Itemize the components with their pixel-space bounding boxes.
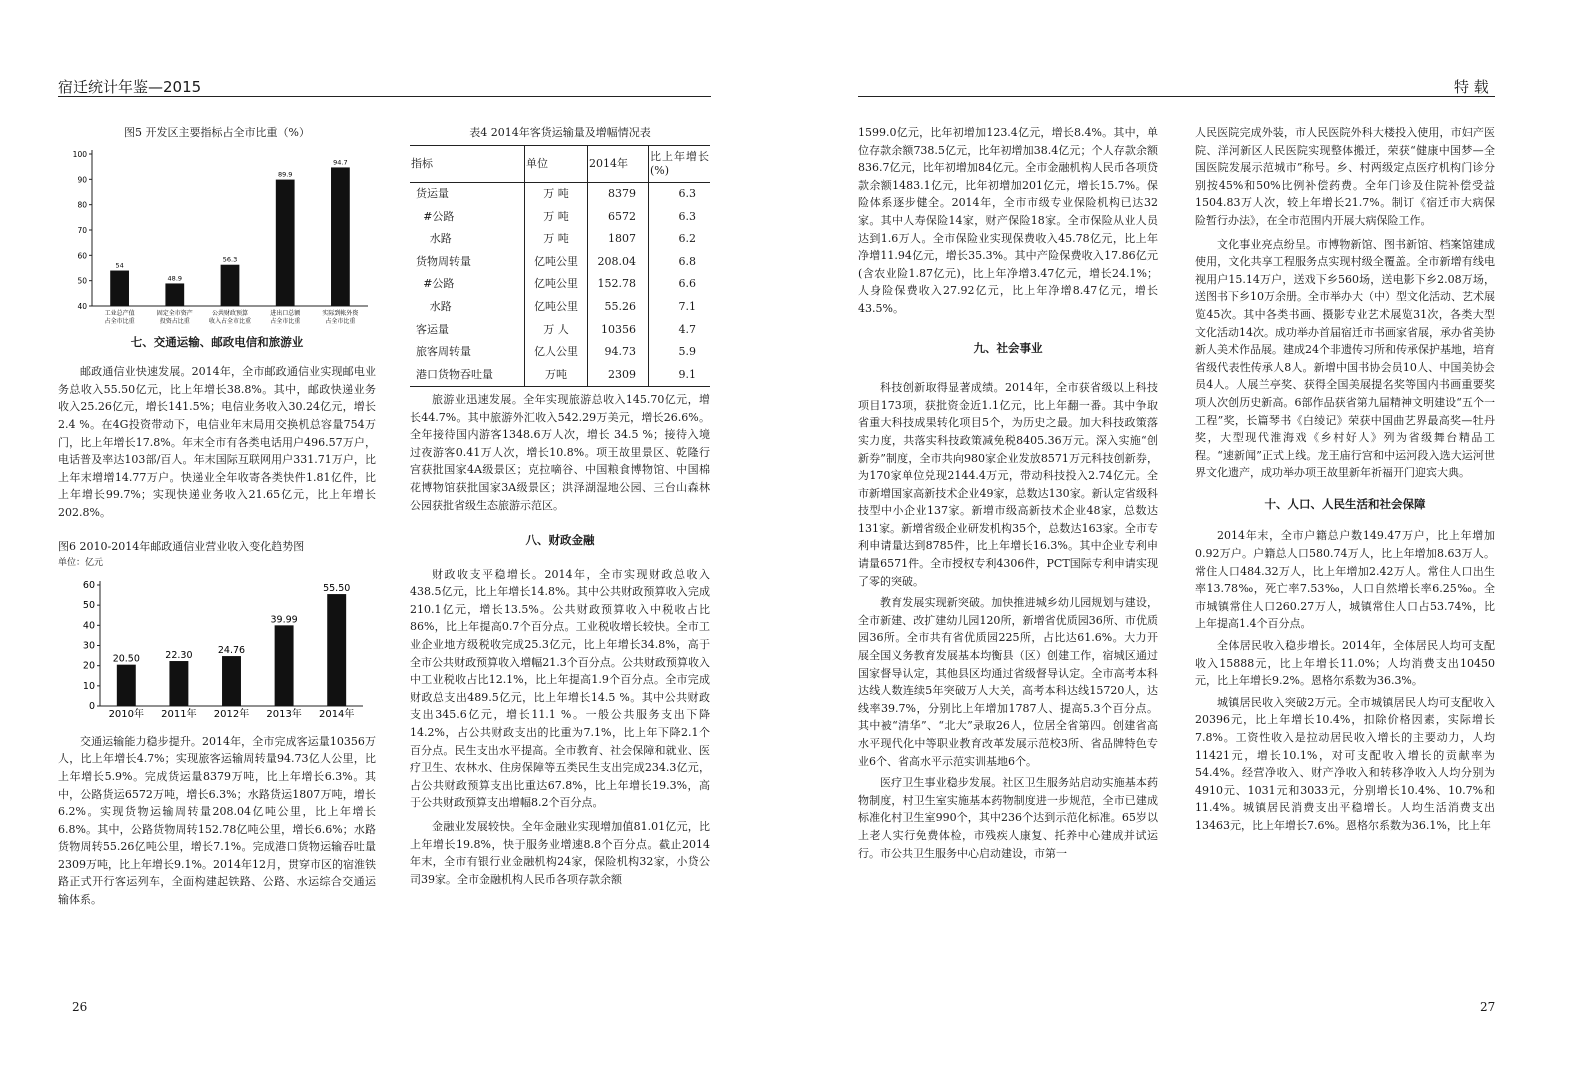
fig6-category-label: 2014年 — [318, 708, 355, 720]
table4-cell-growth: 5.9 — [678, 345, 696, 359]
column-1 — [58, 124, 376, 909]
table4-cell-indicator: 旅客周转量 — [410, 341, 525, 364]
table4-row — [410, 250, 710, 273]
table4-cell-value: 152.78 — [588, 273, 649, 296]
fig5-y-tick-label: 80 — [77, 200, 87, 210]
table4-cell-value: 8379 — [588, 182, 649, 205]
page-number-right: 27 — [1480, 1000, 1496, 1014]
page-number-left: 26 — [72, 1000, 88, 1014]
fig5-y-tick-label: 90 — [77, 174, 87, 184]
table4-cell-indicator: 客运量 — [410, 318, 525, 341]
s8-paragraph-fiscal: 财政收支平稳增长。2014年，全市实现财政总收入438.5亿元，比上年增长14.8%。其中公共财政预算收入完成210.1亿元，增长13.5%。公共财政预算收入中税收占比86%，比上年提高0.7个百分点。工业税收增长较快。全市工业企业地方级税收完成25.3亿元，比上年增长34.8%，高于全市公共财政预算收入增幅21.3个百分点。公共财政预算收入中工业税收占比12.1%，比上年提高1.9个百分点。全市完成财政总支出489.5亿元，比上年增长14.5 %。其中公共财政支出345.6亿元，增长11.1 %。一般公共服务支出下降14.2%，占公共财政支出的比重为7.1%，比上年下降2.1个百分点。民生支出水平提高。全市教育、社会保障和就业、医疗卫生、农林水、住房保障等五类民生支出完成234.3亿元，占公共财政预算支出比重达67.8%，比上年增长19.3%，高于公共财政预算支出增幅8.2个百分点。 — [410, 567, 710, 810]
fig5-bar — [110, 270, 129, 305]
s10-paragraph-population: 2014年末，全市户籍总户数149.47万户，比上年增加0.92万户。户籍总人口580.74万人，比上年增加8.63万人。常住人口484.32万人，比上年增加2.42万人。常住人口出生率13.78‰，死亡率7.53‰，人口自然增长率6.25‰。全市城镇常住人口260.27万人，城镇常住人口占53.74%，比上年提高1.4个百分点。 — [1195, 529, 1495, 631]
s9-paragraph-health-cont: 人民医院完成外装，市人民医院外科大楼投入使用，市妇产医院、洋河新区人民医院实现整体搬迁，荣获“健康中国梦—全国医院发展示范城市”称号。乡、村两级定点医疗机构门诊分别按45%和50%比例补偿药费。全年门诊及住院补偿受益1504.83万人次，较上年增长21.7%。制订《宿迁市大病保险暂行办法》，在全市范围内开展大病保险工作。 — [1195, 126, 1495, 227]
s7-paragraph-transport: 交通运输能力稳步提升。2014年，全市完成客运量10356万人，比上年增长4.7%；实现旅客运输周转量94.73亿人公里，比上年增长5.9%。完成货运量8379万吨，比上年增长6.3%。其中，公路货运6572万吨，增长6.3%；水路货运1807万吨，增长6.2%。实现货物运输周转量208.04亿吨公里，比上年增长6.8%。其中，公路货物周转152.78亿吨公里，增长6.6%；水路货物周转55.26亿吨公里，增长7.1%。完成港口货物运输吞吐量2309万吨，比上年增长9.1%。2014年12月，贯穿市区的宿淮铁路正式开行客运列车，全面构建起铁路、公路、水运综合交通运输体系。 — [58, 734, 376, 907]
table4-row — [410, 363, 710, 386]
s9-paragraph-science: 科技创新取得显著成绩。2014年，全市获省级以上科技项目173项，获批资金近1.1亿元，比上年翻一番。其中争取省重大科技成果转化项目5个，为历史之最。加大科技政策落实力度，共落实科技政策减免税8405.36万元。深入实施“创新券”制度，全市共向980家企业发放8571万元科技创新券，为170家单位兑现2144.4万元，带动科技投入2.74亿元。全市新增国家高新技术企业49家，总数达130家。新认定省级科技型中小企业137家。新增市级高新技术企业48家，总数达131家。新增省级企业研发机构35个，总数达163家。全市专利申请量达到8785件，比上年增长16.3%。其中企业专利申请量6571件。全市授权专利4306件，PCT国际专利申请实现了零的突破。 — [858, 381, 1158, 588]
fig5-bar-value-label: 48.9 — [167, 274, 183, 283]
fig6-category-label: 2011年 — [161, 708, 197, 720]
table4-cell-indicator: 水路 — [410, 296, 525, 319]
fig6-y-tick-label: 50 — [82, 599, 95, 611]
table4-header-growth: 比上年增长(%) — [650, 149, 709, 177]
fig5-category-label: 占全市比重 — [104, 317, 135, 325]
table4-cell-indicator: 港口货物吞吐量 — [410, 363, 525, 386]
table4-cell-value: 208.04 — [588, 250, 649, 273]
fig6-bar-value-label: 20.50 — [112, 653, 140, 665]
fig5-chart — [58, 144, 376, 326]
header-rule-right — [858, 96, 1495, 97]
s9-paragraph-culture: 文化事业亮点纷呈。市博物新馆、图书新馆、档案馆建成使用，文化共享工程服务点实现村级全覆盖。全市新增有线电视用户15.14万户，送戏下乡560场，送电影下乡2.08万场，送图书下乡10万余册。全市举办大（中）型文化活动、艺术展览45次。其中各类书画、摄影专业艺术展览31次，各类大型文化活动14次。成功举办首届宿迁市书画家省展，承办省美协新人美术作品展。建成24个非遗传习所和传承保护基地，培育省级代表性传承人8人。新增中国书协会员10人、中国美协会员4人。人展兰亭奖、获得全国美展提名奖等国内书画重要奖项人次创历史新高。6部作品获省第九届精神文明建设“五个一工程”奖，长篇琴书《白绫记》荣获中国曲艺界最高奖—牡丹奖，大型现代淮海戏《乡村好人》列为省级舞台精品工程。“速新闻”正式上线。龙王庙行宫和中运河段入选大运河世界文化遗产，成功举办项王故里新年祈福开门迎宾大典。 — [1195, 237, 1495, 480]
fig6-category-label: 2012年 — [213, 708, 250, 720]
fig5-category-label: 进出口总额 — [270, 309, 301, 317]
fig5-category-label: 占全市比重 — [270, 317, 301, 325]
fig5-y-tick-label: 70 — [77, 225, 87, 235]
table4-cell-indicator: #公路 — [410, 273, 525, 296]
column-3 — [858, 124, 1158, 862]
fig5-y-tick-label: 60 — [77, 250, 87, 260]
table4-cell-unit: 万 吨 — [525, 182, 588, 205]
table4-header-year: 2014年 — [588, 145, 649, 182]
fig6-y-tick-label: 40 — [82, 620, 95, 632]
s9-paragraph-education: 教育发展实现新突破。加快推进城乡幼儿园规划与建设，全市新建、改扩建幼儿园120所，新增省优质园36所、市优质园36所。全市共有省优质园225所，占比达61.6%。大力开展全国义务教育发展基本均衡县（区）创建工作，宿城区通过国家督导认定，其他县区均通过省级督导认定。全市高考本科达线人数连续5年突破万人大关，高考本科达线15720人，达线率39.7%，分别比上年增加1787人、提高5.3个百分点。其中被“清华”、“北大”录取26人，位居全省第四。创建省高水平现代化中等职业教育改革发展示范校3所、省品牌特色专业6个、省高水平示范实训基地6个。 — [858, 596, 1158, 768]
fig6-bar-value-label: 55.50 — [323, 582, 351, 594]
table4-header-indicator: 指标 — [410, 145, 525, 182]
fig6-chart — [58, 573, 376, 723]
table4-header-unit: 单位 — [525, 145, 588, 182]
fig6-y-tick-label: 0 — [88, 700, 95, 712]
fig5-bar — [165, 283, 184, 306]
table4-cell-indicator: 货物周转量 — [410, 250, 525, 273]
fig5-category-label: 工业总产值 — [104, 309, 135, 317]
table4-cell-indicator: 货运量 — [410, 182, 525, 205]
fig6-y-tick-label: 10 — [82, 680, 95, 692]
table4-cell-unit: 亿吨公里 — [525, 273, 588, 296]
header-rule-left — [58, 96, 711, 97]
section-7-title: 七、交通运输、邮政电信和旅游业 — [130, 334, 304, 349]
fig5-bar — [331, 167, 350, 306]
table4-cell-indicator: #公路 — [410, 205, 525, 228]
s8-paragraph-finance-cont: 1599.0亿元，比年初增加123.4亿元，增长8.4%。其中，单位存款余额738.5亿元，比年初增加38.4亿元；个人存款余额836.7亿元，比年初增加84亿元。全市金融机构人民币各项贷款余额1483.1亿元，比年初增加201亿元，增长15.7%。保险体系逐步健全。2014年，全市市级专业保险机构已达32家。其中人寿保险14家，财产保险18家。全市保险从业人员达到1.6万人。全市保险业实现保费收入45.78亿元，比上年净增11.94亿元，增长35.3%。其中产险保费收入17.86亿元(含农业险1.87亿元)，比上年净增3.47亿元，增长24.1%；人身险保费收入27.92亿元，比上年净增8.47亿元，增长43.5%。 — [858, 126, 1158, 315]
fig5-y-tick-label: 100 — [72, 149, 87, 159]
table4-row — [410, 341, 710, 364]
table4-cell-unit: 亿吨公里 — [525, 250, 588, 273]
table4-row — [410, 273, 710, 296]
column-2 — [410, 124, 710, 888]
s10-paragraph-income: 全体居民收入稳步增长。2014年，全体居民人均可支配收入15888元，比上年增长11.0%；人均消费支出10450元，比上年增长9.2%。恩格尔系数为36.3%。 — [1195, 639, 1495, 688]
table4-cell-growth: 6.2 — [678, 232, 696, 246]
fig5-category-label: 固定全市资产 — [156, 309, 193, 317]
running-header-right: 特 载 — [1454, 78, 1489, 96]
table4-cell-value: 94.73 — [588, 341, 649, 364]
fig6-bar — [169, 661, 188, 706]
fig5-category-label: 投资占比重 — [159, 317, 190, 325]
table4-cell-unit: 万 吨 — [525, 205, 588, 228]
fig6-bar — [117, 664, 136, 705]
table4-cell-value: 10356 — [588, 318, 649, 341]
s9-paragraph-health: 医疗卫生事业稳步发展。社区卫生服务站启动实施基本药物制度，村卫生室实施基本药物制度进一步规范，全市已建成标准化村卫生室990个，其中236个达到示范化标准。65岁以上老人实行免费体检，市残疾人康复、托养中心建成并试运行。市公共卫生服务中心启动建设，市第一 — [858, 776, 1158, 860]
fig6-y-tick-label: 30 — [82, 640, 95, 652]
table4-row — [410, 182, 710, 205]
fig5-caption: 图5 开发区主要指标占全市比重（%） — [124, 126, 310, 139]
fig6-bar-value-label: 39.99 — [270, 614, 298, 626]
fig5-bar-value-label: 56.3 — [222, 255, 238, 264]
fig6-bar — [275, 625, 294, 706]
running-header-left: 宿迁统计年鉴—2015 — [58, 78, 202, 96]
table4-cell-growth: 6.6 — [678, 277, 696, 291]
table4-cell-growth: 6.3 — [678, 209, 696, 223]
column-4 — [1195, 124, 1495, 835]
table4-cell-growth: 6.3 — [678, 187, 696, 201]
table4-header-row — [410, 145, 710, 182]
fig6-category-label: 2013年 — [266, 708, 302, 720]
section-9-title: 九、社会事业 — [973, 340, 1043, 355]
fig5-bar-value-label: 94.7 — [333, 158, 348, 167]
table4-row — [410, 296, 710, 319]
fig6-bar-value-label: 22.30 — [165, 649, 193, 661]
fig6-bar — [327, 594, 346, 706]
s7-paragraph-tourism: 旅游业迅速发展。全年实现旅游总收入145.70亿元，增长44.7%。其中旅游外汇收入542.29万美元，增长26.6%。全年接待国内游客1348.6万人次，增长 34.5 %；接待入境过夜游客0.41万人次，增长10.8%。项王故里景区、乾隆行宫获批国家4A级景区；克拉嘀谷、中国粮食博物馆、中国棉花博物馆获批国家3A级景区；洪泽湖湿地公园、三台山森林公园获批省级生态旅游示范区。 — [410, 392, 710, 512]
table4-cell-unit: 万 吨 — [525, 228, 588, 251]
fig6-caption: 图6 2010-2014年邮政通信业营业收入变化趋势图 — [58, 539, 305, 553]
table4-body — [410, 182, 710, 386]
table4-cell-value: 55.26 — [588, 296, 649, 319]
fig5-bar — [276, 179, 295, 305]
fig5-bar-value-label: 54 — [115, 261, 124, 270]
table4-cell-value: 1807 — [588, 228, 649, 251]
table4-row — [410, 228, 710, 251]
fig5-bar-value-label: 89.9 — [277, 170, 293, 179]
table4-row — [410, 318, 710, 341]
table4-cell-unit: 亿吨公里 — [525, 296, 588, 319]
fig6-unit: 单位：亿元 — [58, 558, 104, 569]
table4-cell-value: 2309 — [588, 363, 649, 386]
fig5-y-tick-label: 40 — [77, 301, 87, 311]
table4-cell-growth: 4.7 — [678, 322, 696, 336]
table4-cell-growth: 6.8 — [678, 254, 696, 268]
section-10-title: 十、人口、人民生活和社会保障 — [1264, 496, 1426, 511]
fig5-category-label: 占全市比重 — [325, 317, 356, 325]
s10-paragraph-urban: 城镇居民收入突破2万元。全市城镇居民人均可支配收入20396元，比上年增长10.4%，扣除价格因素，实际增长7.8%。工资性收入是拉动居民收入增长的主要动力，人均11421元，增长10.1%，对可支配收入增长的贡献率为54.4%。经营净收入、财产净收入和转移净收入人均分别为4910元、1031元和3033元，分别增长10.4%、10.7%和11.4%。城镇居民消费支出平稳增长。人均生活消费支出13463元，比上年增长7.6%。恩格尔系数为36.1%，比上年 — [1195, 695, 1495, 832]
fig5-category-label: 收入占全市比重 — [208, 317, 252, 325]
fig6-category-label: 2010年 — [108, 708, 145, 720]
fig6-bar-value-label: 24.76 — [217, 644, 246, 656]
table4-cell-unit: 万 人 — [525, 318, 588, 341]
table4-title: 表4 2014年客货运输量及增幅情况表 — [469, 126, 651, 139]
fig5-category-label: 实际到帐外资 — [322, 309, 359, 317]
table4-row — [410, 205, 710, 228]
table4 — [410, 145, 710, 387]
table4-cell-growth: 9.1 — [678, 367, 696, 381]
table4-cell-value: 6572 — [588, 205, 649, 228]
fig6-y-tick-label: 20 — [82, 660, 95, 672]
s8-paragraph-finance: 金融业发展较快。全年金融业实现增加值81.01亿元，比上年增长19.8%，快于服务业增速8.8个百分点。截止2014年末，全市有银行业金融机构24家，保险机构32家，小贷公司39家。全市金融机构人民币各项存款余额 — [410, 820, 710, 886]
table4-cell-unit: 万吨 — [525, 363, 588, 386]
fig5-category-label: 公共财政预算 — [211, 309, 249, 317]
table4-cell-growth: 7.1 — [678, 300, 696, 314]
fig5-y-tick-label: 50 — [77, 276, 87, 286]
fig6-y-tick-label: 60 — [82, 579, 95, 591]
fig6-bar — [222, 656, 241, 706]
table4-cell-unit: 亿人公里 — [525, 341, 588, 364]
section-8-title: 八、财政金融 — [525, 533, 595, 548]
table4-cell-indicator: 水路 — [410, 228, 525, 251]
s7-paragraph-postal: 邮政通信业快速发展。2014年，全市邮政通信业实现邮电业务总收入55.50亿元，比上年增长38.8%。其中，邮政快递业务收入25.26亿元，增长141.5%；电信业务收入30.24亿元，增长2.4 %。在4G投资带动下，电信业年末局用交换机总容量754万门，比上年增长17.8%。年末全市有各类电话用户496.57万户，电话普及率达103部/百人。年末国际互联网用户331.71万户，比上年末增增14.77万户。快递业全年收寄各类快件1.81亿件，比上年增长99.7%；实现快递业务收入21.65亿元，比上年增长202.8%。 — [58, 365, 376, 519]
fig5-bar — [221, 264, 240, 305]
